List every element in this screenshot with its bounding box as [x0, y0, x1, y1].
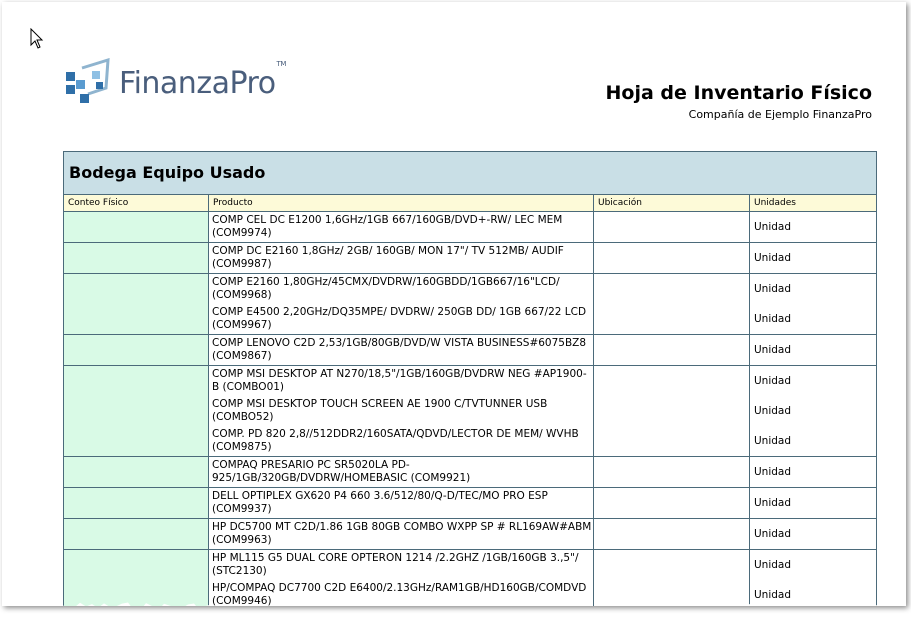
logo-name: FinanzaPro	[119, 66, 276, 101]
product-cell	[209, 457, 594, 487]
column-header-count: Conteo Físico	[64, 195, 209, 211]
physical-count-cell[interactable]	[64, 212, 209, 242]
column-header-units: Unidades	[754, 198, 796, 208]
product-cell	[209, 335, 594, 365]
unit-text: Unidad	[754, 588, 792, 601]
unit-cell	[750, 335, 876, 365]
table-body	[63, 212, 877, 606]
product-text: HP/COMPAQ DC7700 C2D E6400/2.13GHz/RAM1GB/HD160GB/COMDVD (COM9946)	[212, 582, 587, 606]
product-text: COMP MSI DESKTOP AT N270/18,5"/1GB/160GB/DVDRW NEG #AP1900-B (COMBO01)	[212, 368, 587, 393]
unit-text: Unidad	[754, 282, 792, 295]
location-cell	[594, 243, 750, 273]
physical-count-cell[interactable]	[64, 488, 209, 518]
unit-text: Unidad	[754, 404, 792, 417]
arrow-cursor-icon	[30, 28, 44, 50]
physical-count-cell[interactable]	[64, 519, 209, 549]
physical-count-cell[interactable]	[64, 457, 209, 487]
location-cell	[594, 457, 750, 487]
table-row	[63, 519, 877, 550]
unit-cell	[750, 488, 876, 518]
physical-count-cell[interactable]	[64, 243, 209, 273]
location-text	[594, 304, 749, 334]
location-cell	[594, 274, 750, 334]
finanzapro-logo-icon	[62, 58, 116, 110]
product-text: DELL OPTIPLEX GX620 P4 660 3.6/512/80/Q-D/TEC/MO PRO ESP (COM9937)	[212, 490, 548, 515]
location-text	[594, 396, 749, 426]
table-row	[63, 335, 877, 366]
product-text: COMP CEL DC E1200 1,6GHz/1GB 667/160GB/DVD+-RW/ LEC MEM (COM9974)	[212, 214, 563, 239]
product-cell	[209, 274, 594, 334]
location-cell	[594, 212, 750, 242]
product-cell	[209, 519, 594, 549]
product-text: COMP MSI DESKTOP TOUCH SCREEN AE 1900 C/TVTUNNER USB (COMBO52)	[212, 398, 548, 423]
table-row	[63, 366, 877, 457]
column-headers	[63, 195, 877, 212]
location-cell	[594, 488, 750, 518]
page-title: Hoja de Inventario Físico	[605, 82, 872, 104]
physical-count-cell[interactable]	[64, 366, 209, 456]
location-text	[594, 366, 749, 396]
unit-text: Unidad	[754, 496, 792, 509]
product-cell	[209, 488, 594, 518]
location-text	[594, 274, 749, 304]
location-cell	[594, 335, 750, 365]
location-text	[594, 426, 749, 456]
logo-trademark: TM	[276, 60, 286, 68]
inventory-table	[63, 151, 877, 606]
location-text	[594, 212, 749, 242]
unit-text: Unidad	[754, 527, 792, 540]
product-text: COMP LENOVO C2D 2,53/1GB/80GB/DVD/W VISTA BUSINESS#6075BZ8 (COM9867)	[212, 337, 587, 362]
section-title: Bodega Equipo Usado	[63, 151, 877, 195]
unit-cell	[750, 519, 876, 549]
table-row	[63, 243, 877, 274]
location-text	[594, 519, 749, 549]
product-text: COMP. PD 820 2,8//512DDR2/160SATA/QDVD/LECTOR DE MEM/ WVHB (COM9875)	[212, 428, 579, 453]
product-text: COMP E4500 2,20GHz/DQ35MPE/ DVDRW/ 250GB DD/ 1GB 667/22 LCD (COM9967)	[212, 306, 587, 331]
product-text: HP DC5700 MT C2D/1.86 1GB 80GB COMBO WXPP SP # RL169AW#ABM (COM9963)	[212, 521, 592, 546]
unit-text: Unidad	[754, 220, 792, 233]
product-text: COMPAQ PRESARIO PC SR5020LA PD-925/1GB/320GB/DVDRW/HOMEBASIC (COM9921)	[212, 459, 471, 484]
unit-text: Unidad	[754, 251, 792, 264]
product-text: HP ML115 G5 DUAL CORE OPTERON 1214 /2.2GHZ /1GB/160GB 3.,5"/ (STC2130)	[212, 552, 579, 577]
product-cell	[209, 243, 594, 273]
torn-edge	[2, 598, 906, 606]
location-cell	[594, 519, 750, 549]
unit-text: Unidad	[754, 374, 792, 387]
unit-text: Unidad	[754, 434, 792, 447]
unit-text: Unidad	[754, 558, 792, 571]
physical-count-cell[interactable]	[64, 274, 209, 334]
unit-cell	[750, 457, 876, 487]
company-name: Compañía de Ejemplo FinanzaPro	[688, 108, 872, 121]
product-text: COMP E2160 1,80GHz/45CMX/DVDRW/160GBDD/1GB667/16"LCD/ (COM9968)	[212, 276, 560, 301]
unit-text: Unidad	[754, 312, 792, 325]
unit-cell	[750, 243, 876, 273]
column-header-location: Ubicación	[594, 195, 750, 211]
table-row	[63, 274, 877, 335]
unit-cell	[750, 274, 876, 334]
location-text	[594, 243, 749, 273]
column-header-product: Producto	[209, 195, 594, 211]
unit-cell	[750, 366, 876, 456]
location-cell	[594, 366, 750, 456]
location-text	[594, 488, 749, 518]
product-cell	[209, 366, 594, 456]
product-text: COMP DC E2160 1,8GHz/ 2GB/ 160GB/ MON 17"/ TV 512MB/ AUDIF (COM9987)	[212, 245, 564, 270]
table-row	[63, 488, 877, 519]
physical-count-cell[interactable]	[64, 335, 209, 365]
inventory-sheet	[2, 2, 906, 606]
unit-cell	[750, 212, 876, 242]
product-cell	[209, 212, 594, 242]
unit-text: Unidad	[754, 465, 792, 478]
unit-text: Unidad	[754, 343, 792, 356]
location-text	[594, 457, 749, 487]
location-text	[594, 550, 749, 580]
table-row	[63, 457, 877, 488]
logo-wordmark	[119, 60, 286, 101]
location-text	[594, 335, 749, 365]
table-row	[63, 212, 877, 243]
